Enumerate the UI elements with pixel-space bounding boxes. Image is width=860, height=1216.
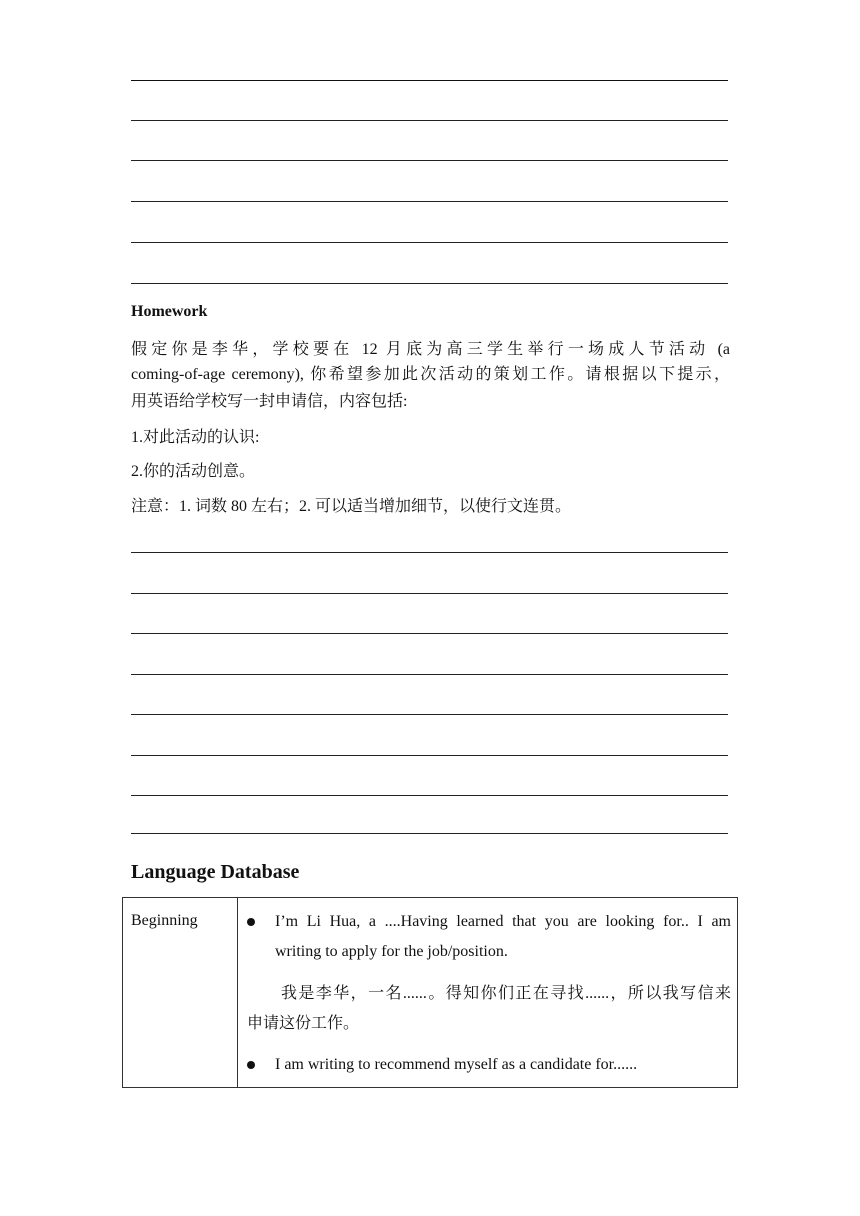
table-column-divider (237, 898, 238, 1087)
language-database-heading: Language Database (131, 861, 300, 883)
answer-line (131, 283, 728, 284)
writing-line (131, 593, 728, 594)
writing-line (131, 552, 728, 553)
writing-line (131, 795, 728, 796)
answer-line (131, 120, 728, 121)
writing-line (131, 674, 728, 675)
prompt-line: 用英语给学校写一封申请信，内容包括: (131, 393, 408, 410)
prompt-line: coming-of-age ceremony), 你希望参加此次活动的策划工作。请根据以下提示， (131, 366, 730, 383)
row-label-beginning: Beginning (131, 912, 198, 929)
homework-heading: Homework (131, 303, 208, 320)
requirement-item: 2.你的活动创意。 (131, 463, 256, 480)
writing-line (131, 755, 728, 756)
writing-line (131, 833, 728, 834)
bullet-icon (247, 918, 255, 926)
bullet-icon (247, 1061, 255, 1069)
requirement-item: 1.对此活动的认识: (131, 429, 260, 446)
writing-line (131, 633, 728, 634)
answer-line (131, 160, 728, 161)
phrase-translation-line: 申请这份工作。 (247, 1015, 360, 1032)
phrase-translation-line: 我是李华，一名......。得知你们正在寻找......，所以我写信来 (281, 985, 731, 1002)
phrase-line: writing to apply for the job/position. (275, 943, 508, 960)
writing-line (131, 714, 728, 715)
phrase-line: I am writing to recommend myself as a candidate for...... (275, 1056, 638, 1073)
answer-line (131, 242, 728, 243)
language-database-table (122, 897, 738, 1088)
word-count-note: 注意：1. 词数 80 左右；2. 可以适当增加细节，以使行文连贯。 (131, 498, 572, 515)
phrase-line: I’m Li Hua, a ....Having learned that you are looking for.. I am (275, 913, 731, 930)
answer-line (131, 80, 728, 81)
prompt-line: 假定你是李华，学校要在 12 月底为高三学生举行一场成人节活动 (a (131, 341, 730, 358)
answer-line (131, 201, 728, 202)
